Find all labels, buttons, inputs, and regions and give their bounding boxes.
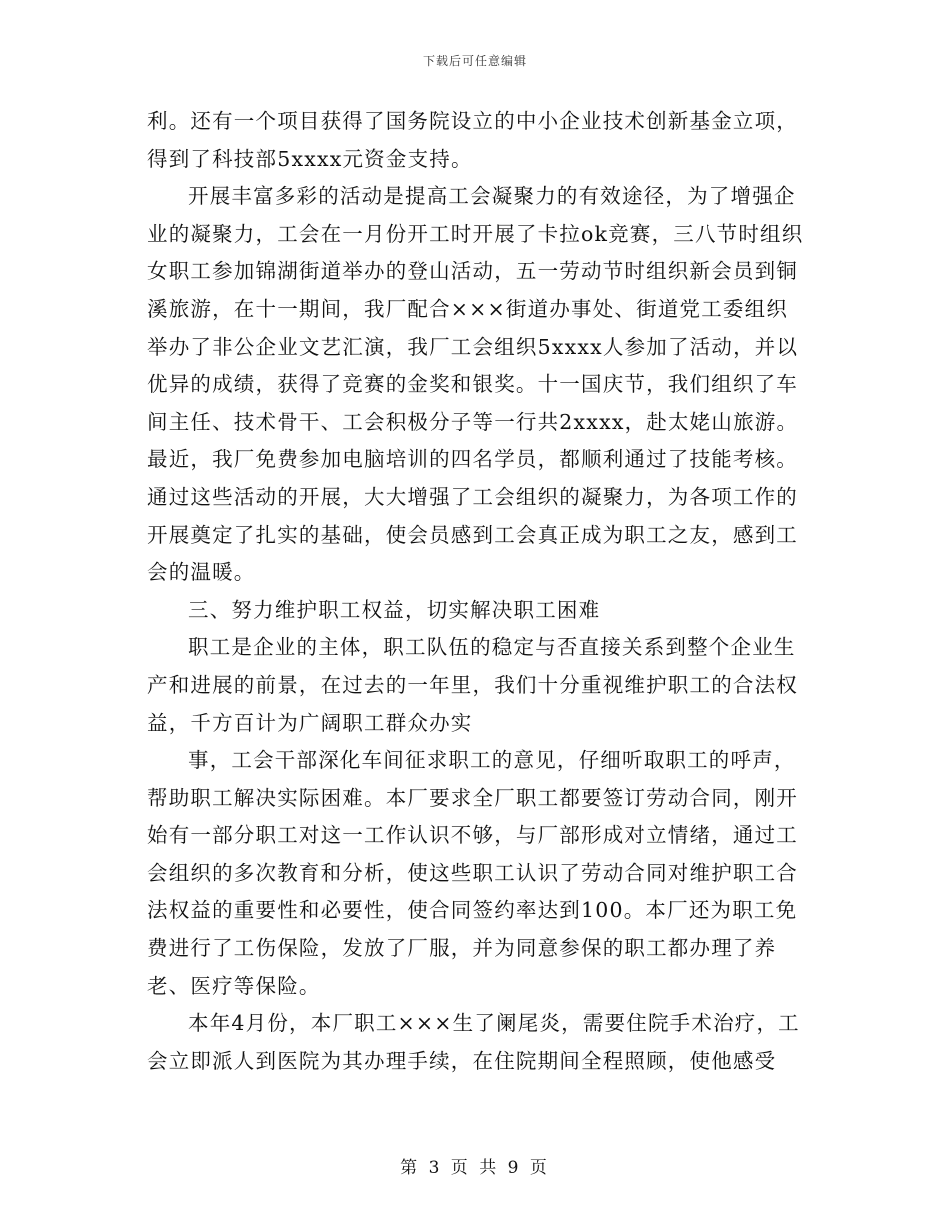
page-number-footer: 第 3 页 共 9 页 bbox=[400, 1158, 550, 1178]
page-header-note: 下载后可任意编辑 bbox=[422, 54, 527, 68]
paragraph-5: 本年4月份，本厂职工×××生了阑尾炎，需要住院手术治疗，工会立即派人到医院为其办理手续，在住院期间全程照顾，使他感受 bbox=[147, 1011, 800, 1073]
paragraph-1: 利。还有一个项目获得了国务院设立的中小企业技术创新基金立项，得到了科技部5xxxx元资金支持。 bbox=[147, 109, 798, 171]
section-heading: 三、努力维护职工权益，切实解决职工困难 bbox=[188, 597, 601, 622]
document-body bbox=[147, 103, 807, 1080]
paragraph-4: 事，工会干部深化车间征求职工的意见，仔细听取职工的呼声，帮助职工解决实际困难。本厂要求全厂职工都要签订劳动合同，刚开始有一部分职工对这一工作认识不够，与厂部形成对立情绪，通过工会组织的多次教育和分析，使这些职工认识了劳动合同对维护职工合法权益的重要性和必要性，使合同签约率达到100。本厂还为职工免费进行了工伤保险，发放了厂服，并为同意参保的职工都办理了养老、医疗等保险。 bbox=[147, 748, 798, 998]
paragraph-3: 职工是企业的主体，职工队伍的稳定与否直接关系到整个企业生产和进展的前景，在过去的一年里，我们十分重视维护职工的合法权益，千方百计为广阔职工群众办实 bbox=[147, 635, 798, 735]
paragraph-2: 开展丰富多彩的活动是提高工会凝聚力的有效途径，为了增强企业的凝聚力，工会在一月份开工时开展了卡拉ok竞赛，三八节时组织女职工参加锦湖街道举办的登山活动，五一劳动节时组织新会员到铜溪旅游，在十一期间，我厂配合×××街道办事处、街道党工委组织举办了非公企业文艺汇演，我厂工会组织5xxxx人参加了活动，并以优异的成绩，获得了竞赛的金奖和银奖。十一国庆节，我们组织了车间主任、技术骨干、工会积极分子等一行共2xxxx，赴太姥山旅游。最近，我厂免费参加电脑培训的四名学员，都顺利通过了技能考核。通过这些活动的开展，大大增强了工会组织的凝聚力，为各项工作的开展奠定了扎实的基础，使会员感到工会真正成为职工之友，感到工会的温暖。 bbox=[147, 184, 804, 585]
